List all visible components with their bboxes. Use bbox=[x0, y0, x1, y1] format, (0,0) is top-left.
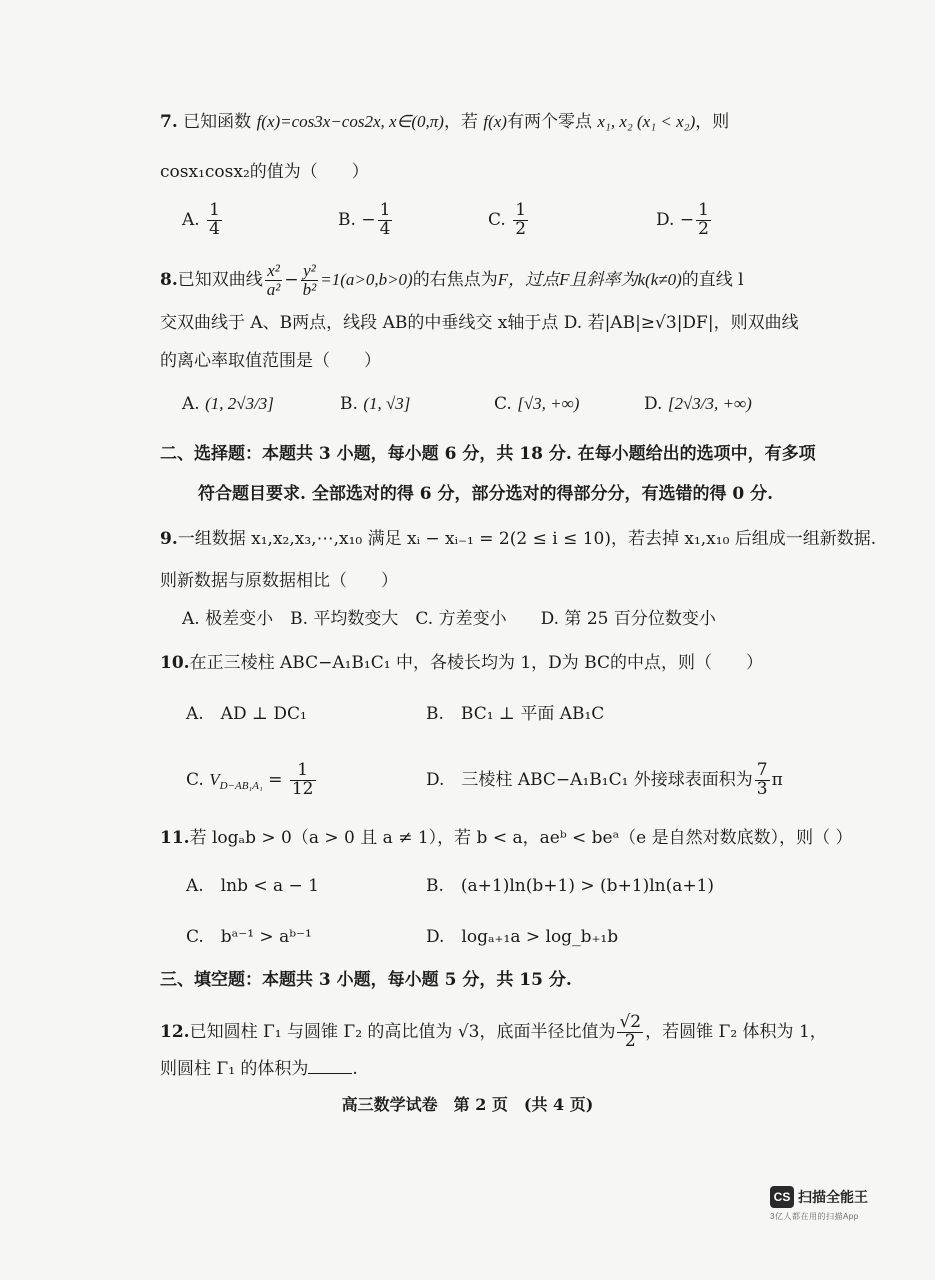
option-value: (1, √3] bbox=[363, 394, 411, 413]
hyperbola-x-term bbox=[265, 262, 283, 299]
q11-number: 11. bbox=[160, 828, 190, 848]
q10-stem: 在正三棱柱 ABC−A₁B₁C₁ 中，各棱长均为 1，D为 BC的中点，则（ ） bbox=[189, 653, 764, 673]
option-fraction bbox=[513, 202, 528, 239]
q10-option-b: B. BC₁ ⊥ 平面 AB₁C bbox=[426, 704, 605, 724]
option-value: [2√3/3, +∞) bbox=[667, 394, 752, 413]
equals-sign: = bbox=[268, 769, 283, 790]
q7-zeros: x₁, x₂ (x₁ < x₂) bbox=[597, 112, 696, 131]
option-fraction bbox=[207, 202, 222, 239]
q7-option-b bbox=[338, 202, 394, 239]
hyperbola-y-term bbox=[301, 262, 319, 299]
q11-option-a: A. lnb < a − 1 bbox=[186, 876, 320, 896]
q7-line1 bbox=[160, 110, 729, 134]
q7-option-d bbox=[656, 202, 713, 239]
q8-stem-e: 的直线 l bbox=[681, 269, 744, 290]
q8-stem-a: 已知双曲线 bbox=[177, 269, 263, 290]
fraction-denominator: 4 bbox=[379, 218, 391, 239]
option-sign: − bbox=[361, 209, 376, 230]
q9-number: 9. bbox=[160, 529, 178, 549]
q8-stem-d: F且斜率为 bbox=[559, 269, 638, 289]
option-label: B. bbox=[340, 394, 358, 414]
q9-options: A. 极差变小 B. 平均数变大 C. 方差变小 D. 第 25 百分位数变小 bbox=[182, 609, 716, 629]
fraction-numerator: 1 bbox=[290, 762, 316, 781]
q8-line1: 8.已知双曲线 $\frac{\text{x²}}{\text{a²}}$ − $\frac{\text{y²}}{\text{b²}}$ =1(a>0,b>0)的右焦点为F，过点F且斜率为k(k≠0)的直线 l bbox=[160, 261, 744, 299]
fraction-numerator: 7 bbox=[756, 760, 768, 780]
fraction-denominator: 2 bbox=[624, 1030, 636, 1051]
option-fraction bbox=[378, 202, 393, 239]
q7-stem-d: ，则 bbox=[695, 112, 730, 132]
option-label: C. bbox=[488, 209, 506, 230]
section2-heading: 二、选择题：本题共 3 小题，每小题 6 分，共 18 分. 在每小题给出的选项中，有多项 bbox=[160, 444, 816, 464]
q8-line2: 交双曲线于 A、B两点，线段 AB的中垂线交 x轴于点 D. 若|AB|≥√3|DF|，则双曲线 bbox=[160, 313, 799, 333]
q9-line1 bbox=[160, 527, 876, 551]
q12-line2 bbox=[160, 1057, 358, 1081]
q8-option-a bbox=[182, 392, 274, 416]
fraction-denominator: 3 bbox=[756, 778, 768, 799]
q9-stem: 一组数据 x₁,x₂,x₃,⋯,x₁₀ 满足 xᵢ − xᵢ₋₁ = 2(2 ≤ i ≤ 10)，若去掉 x₁,x₁₀ 后组成一组新数据. bbox=[177, 529, 877, 549]
fraction-denominator: b² bbox=[302, 279, 317, 299]
hyperbola-eq-tail: =1(a>0,b>0) bbox=[320, 269, 413, 289]
fraction-numerator: 1 bbox=[379, 200, 391, 220]
q12-line1 bbox=[160, 1014, 827, 1051]
pi-symbol: π bbox=[771, 769, 783, 790]
q12-stem-c: 则圆柱 Γ₁ 的体积为 bbox=[160, 1059, 309, 1079]
fraction-denominator: 12 bbox=[291, 778, 314, 799]
q7-stem-a: 已知函数 bbox=[183, 112, 252, 132]
fraction-denominator: 2 bbox=[515, 218, 527, 239]
answer-blank[interactable] bbox=[308, 1057, 352, 1074]
q11-line1 bbox=[160, 826, 853, 850]
section2-heading-cont: 符合题目要求. 全部选对的得 6 分，部分选对的得部分分，有选错的得 0 分. bbox=[198, 484, 774, 504]
volume-subscript: D−AB₁A₁ bbox=[219, 780, 263, 793]
fraction-numerator: x² bbox=[265, 262, 283, 281]
fraction-numerator: √2 bbox=[619, 1012, 642, 1032]
q12-stem-a: 已知圆柱 Γ₁ 与圆锥 Γ₂ 的高比值为 √3，底面半径比值为 bbox=[189, 1021, 616, 1042]
option-fraction bbox=[290, 762, 316, 799]
q10-option-d bbox=[426, 762, 783, 799]
q8-option-d bbox=[644, 392, 752, 416]
option-label: D. bbox=[644, 394, 663, 414]
option-fraction bbox=[696, 202, 711, 239]
option-value: [√3, +∞) bbox=[517, 394, 580, 413]
fraction-denominator: a² bbox=[266, 279, 281, 299]
fraction-denominator: 4 bbox=[209, 218, 220, 239]
volume-symbol: V bbox=[209, 769, 220, 789]
q8-slope: k(k≠0) bbox=[637, 269, 682, 289]
option-label: C. bbox=[186, 769, 204, 790]
q8-line3: 的离心率取值范围是（ ） bbox=[160, 351, 381, 371]
q11-option-b: B. (a+1)ln(b+1) > (b+1)ln(a+1) bbox=[426, 876, 715, 896]
q7-stem-b: ，若 bbox=[443, 112, 478, 132]
radius-ratio-fraction bbox=[617, 1014, 643, 1051]
q12-number: 12. bbox=[160, 1021, 190, 1042]
q11-option-d: D. logₐ₊₁a > log_b₊₁b bbox=[426, 927, 619, 947]
option-label: A. bbox=[182, 209, 200, 230]
option-value: (1, 2√3/3] bbox=[205, 394, 274, 413]
q7-option-c bbox=[488, 202, 530, 239]
fraction-numerator: 1 bbox=[209, 200, 220, 220]
q12-stem-b: ，若圆锥 Γ₂ 体积为 1， bbox=[645, 1021, 827, 1042]
camscanner-logo-icon: CS bbox=[770, 1186, 794, 1208]
fraction-numerator: y² bbox=[301, 262, 319, 281]
q7-function-ref: f(x) bbox=[483, 112, 507, 131]
q10-number: 10. bbox=[160, 653, 190, 673]
q7-stem-c: 有两个零点 bbox=[506, 112, 592, 132]
q7-option-a bbox=[182, 202, 224, 239]
q8-number: 8. bbox=[160, 269, 178, 290]
q9-line2: 则新数据与原数据相比（ ） bbox=[160, 571, 398, 591]
fraction-numerator: 1 bbox=[698, 200, 709, 220]
option-label: A. bbox=[182, 394, 200, 414]
watermark-name: 扫描全能王 bbox=[798, 1189, 868, 1205]
option-label: D. bbox=[656, 209, 675, 230]
q10-line1 bbox=[160, 651, 763, 675]
q7-line2: cosx₁cosx₂的值为（ ） bbox=[160, 162, 369, 182]
scanner-watermark bbox=[770, 1186, 880, 1222]
q11-option-c: C. bᵃ⁻¹ > aᵇ⁻¹ bbox=[186, 927, 312, 947]
fraction-numerator: 1 bbox=[515, 200, 527, 220]
page-footer: 高三数学试卷 第 2 页 (共 4 页) bbox=[341, 1095, 594, 1114]
q7-number: 7. bbox=[160, 112, 178, 132]
section3-heading: 三、填空题：本题共 3 小题，每小题 5 分，共 15 分. bbox=[160, 970, 572, 990]
q10-option-a: A. AD ⊥ DC₁ bbox=[186, 704, 307, 724]
q8-stem-c: F，过点 bbox=[497, 269, 560, 289]
option-text: D. 三棱柱 ABC−A₁B₁C₁ 外接球表面积为 bbox=[426, 769, 753, 790]
option-label: B. bbox=[338, 209, 356, 230]
option-fraction bbox=[755, 762, 770, 799]
option-sign: − bbox=[679, 209, 695, 230]
q8-option-b bbox=[340, 392, 410, 416]
q12-end: . bbox=[352, 1059, 358, 1079]
watermark-tagline: 3亿人都在用的扫描App bbox=[770, 1212, 859, 1221]
q11-stem: 若 logₐb > 0（a > 0 且 a ≠ 1），若 b < a，aeᵇ < beᵃ（e 是自然对数底数），则（ ） bbox=[189, 828, 853, 848]
q7-function: f(x)=cos3x−cos2x, x∈(0,π) bbox=[256, 112, 444, 131]
fraction-denominator: 2 bbox=[698, 218, 709, 239]
q8-stem-b: 的右焦点为 bbox=[412, 269, 498, 290]
q8-option-c bbox=[494, 392, 579, 416]
q10-option-c bbox=[186, 762, 318, 799]
option-label: C. bbox=[494, 394, 512, 414]
